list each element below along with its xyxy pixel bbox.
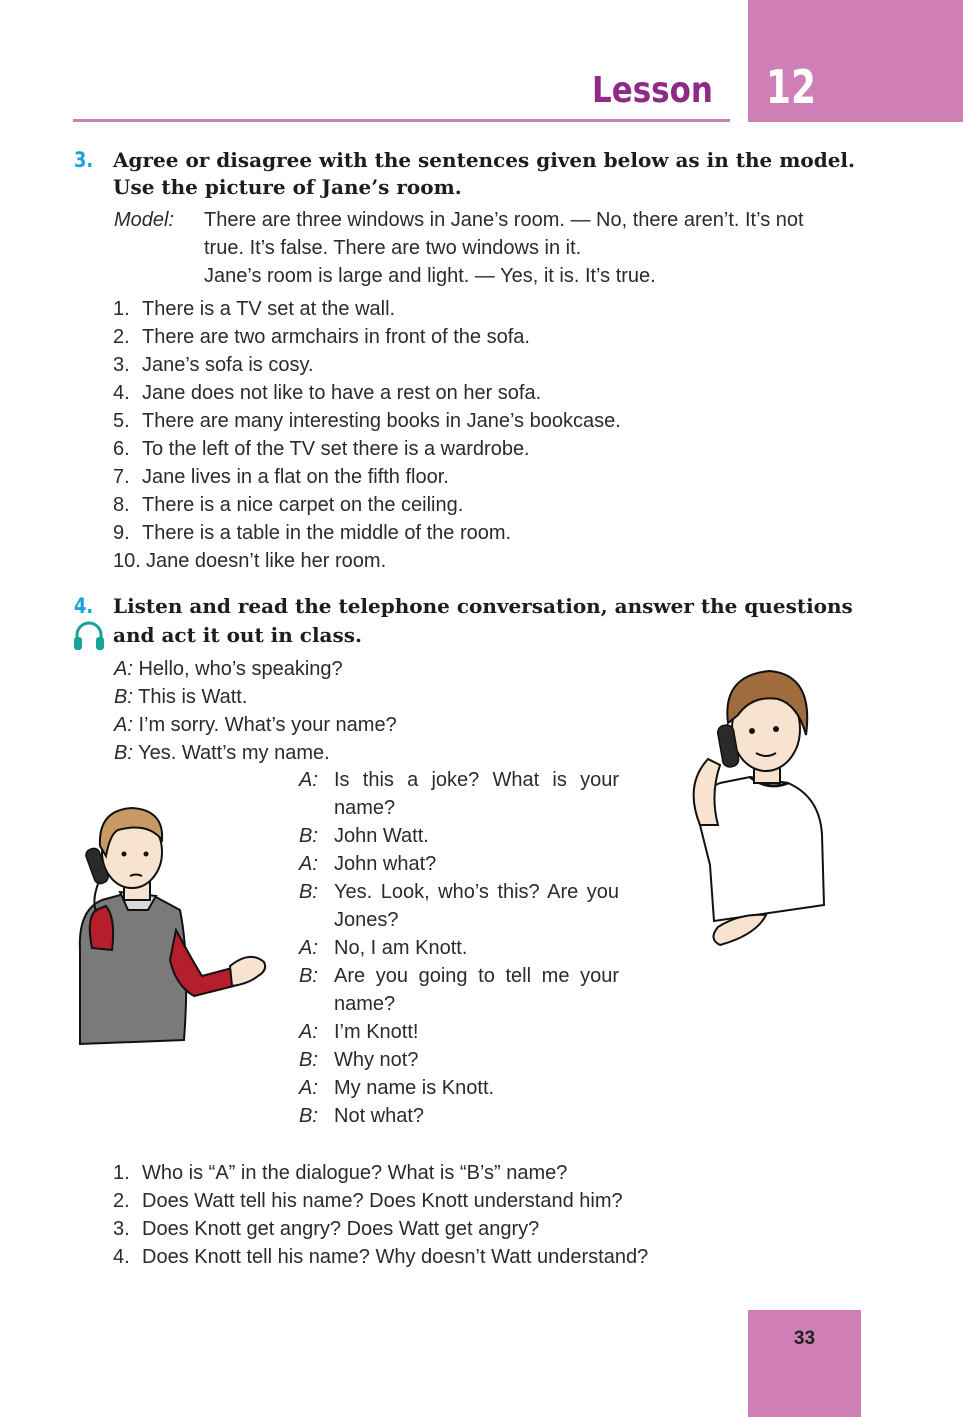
task-4-instruction-line2: and act it out in class. xyxy=(113,623,362,647)
task-3-sentence-list xyxy=(113,295,621,575)
speaker: B: xyxy=(299,881,318,903)
task-4-instruction-line1: Listen and read the telephone conversation, answer the questions xyxy=(113,594,853,618)
item-number: 3. xyxy=(113,1218,130,1240)
speaker: B: xyxy=(299,965,318,987)
list-item xyxy=(113,547,621,575)
task-4-number: 4. xyxy=(74,594,94,618)
lesson-title: Lesson xyxy=(592,70,713,111)
item-text: There are two armchairs in front of the sofa. xyxy=(142,326,530,348)
model-line: There are three windows in Jane’s room. — No, there aren’t. It’s not xyxy=(204,209,804,231)
item-number: 8. xyxy=(113,494,130,516)
item-text: To the left of the TV set there is a wardrobe. xyxy=(142,438,530,460)
list-item xyxy=(113,491,621,519)
item-text: There are many interesting books in Jane’s bookcase. xyxy=(142,410,621,432)
item-text: Jane does not like to have a rest on her sofa. xyxy=(142,382,542,404)
model-line: true. It’s false. There are two windows in it. xyxy=(204,237,582,259)
dialogue-line xyxy=(299,1046,619,1074)
item-number: 6. xyxy=(113,438,130,460)
speaker: B: xyxy=(299,1105,318,1127)
dialogue-line xyxy=(114,711,397,739)
list-item xyxy=(113,295,621,323)
speaker: A: xyxy=(114,714,133,736)
headphones-icon xyxy=(72,618,106,652)
item-number: 1. xyxy=(113,1162,130,1184)
item-number: 2. xyxy=(113,1190,130,1212)
dialogue-line xyxy=(299,1018,619,1046)
item-text: Jane lives in a flat on the fifth floor. xyxy=(142,466,449,488)
speaker: B: xyxy=(114,742,133,764)
item-text: There is a TV set at the wall. xyxy=(142,298,396,320)
model-label: Model: xyxy=(114,209,175,231)
speaker: B: xyxy=(299,1049,318,1071)
item-number: 1. xyxy=(113,298,130,320)
item-number: 9. xyxy=(113,522,130,544)
dialogue-line xyxy=(299,962,619,1018)
dialogue-line xyxy=(299,878,619,934)
item-text: There is a nice carpet on the ceiling. xyxy=(142,494,464,516)
task-4-question-list xyxy=(113,1159,648,1271)
lesson-number: 12 xyxy=(766,60,816,114)
list-item xyxy=(113,1243,648,1271)
speaker: A: xyxy=(299,1077,318,1099)
item-text: Jane’s sofa is cosy. xyxy=(142,354,314,376)
dialogue-line xyxy=(114,655,343,683)
line-text: Yes. Look, who’s this? Are you Jones? xyxy=(334,881,619,931)
line-text: Hello, who’s speaking? xyxy=(138,658,343,680)
boy-on-phone-right-illustration xyxy=(680,665,840,965)
task-3-number: 3. xyxy=(74,148,94,172)
page-number-tab xyxy=(748,1310,861,1417)
task-3-instruction-line1: Agree or disagree with the sentences given below as in the model. xyxy=(113,148,855,172)
list-item xyxy=(113,1159,648,1187)
dialogue-line xyxy=(299,766,619,822)
item-text: Jane doesn’t like her room. xyxy=(146,550,387,572)
item-text: Does Knott get angry? Does Watt get angry? xyxy=(142,1218,540,1240)
item-number: 4. xyxy=(113,382,130,404)
line-text: My name is Knott. xyxy=(334,1077,495,1099)
dialogue-line xyxy=(299,850,619,878)
line-text: John what? xyxy=(334,853,437,875)
task-3-instruction-line2: Use the picture of Jane’s room. xyxy=(113,175,462,199)
list-item xyxy=(113,379,621,407)
line-text: This is Watt. xyxy=(138,686,248,708)
item-number: 7. xyxy=(113,466,130,488)
boy-on-phone-left-illustration xyxy=(72,800,272,1050)
list-item xyxy=(113,323,621,351)
item-text: Who is “A” in the dialogue? What is “B’s” name? xyxy=(142,1162,568,1184)
item-number: 5. xyxy=(113,410,130,432)
speaker: B: xyxy=(114,686,133,708)
list-item xyxy=(113,1187,648,1215)
item-text: There is a table in the middle of the room. xyxy=(142,522,512,544)
item-number: 10. xyxy=(113,550,141,572)
item-text: Does Knott tell his name? Why doesn’t Watt understand? xyxy=(142,1246,649,1268)
line-text: I’m sorry. What’s your name? xyxy=(138,714,397,736)
list-item xyxy=(113,435,621,463)
dialogue-line xyxy=(299,934,619,962)
list-item xyxy=(113,1215,648,1243)
line-text: Yes. Watt’s my name. xyxy=(138,742,330,764)
line-text: Is this a joke? What is your name? xyxy=(334,769,619,819)
item-number: 4. xyxy=(113,1246,130,1268)
list-item xyxy=(113,519,621,547)
speaker: A: xyxy=(299,1021,318,1043)
speaker: A: xyxy=(299,853,318,875)
model-line: Jane’s room is large and light. — Yes, it is. It’s true. xyxy=(204,265,656,287)
speaker: A: xyxy=(114,658,133,680)
dialogue-line xyxy=(114,683,247,711)
list-item xyxy=(113,351,621,379)
dialogue-line xyxy=(299,1074,619,1102)
header-rule xyxy=(73,119,730,122)
speaker: B: xyxy=(299,825,318,847)
line-text: Not what? xyxy=(334,1105,425,1127)
list-item xyxy=(113,463,621,491)
item-number: 2. xyxy=(113,326,130,348)
dialogue-line xyxy=(299,822,619,850)
line-text: No, I am Knott. xyxy=(334,937,468,959)
line-text: I’m Knott! xyxy=(334,1021,419,1043)
line-text: Are you going to tell me your name? xyxy=(334,965,619,1015)
speaker: A: xyxy=(299,937,318,959)
page-number: 33 xyxy=(793,1328,816,1349)
line-text: John Watt. xyxy=(334,825,429,847)
line-text: Why not? xyxy=(334,1049,419,1071)
dialogue-line xyxy=(114,739,330,767)
dialogue-column xyxy=(299,766,619,1130)
item-number: 3. xyxy=(113,354,130,376)
list-item xyxy=(113,407,621,435)
speaker: A: xyxy=(299,769,318,791)
item-text: Does Watt tell his name? Does Knott understand him? xyxy=(142,1190,623,1212)
dialogue-line xyxy=(299,1102,619,1130)
